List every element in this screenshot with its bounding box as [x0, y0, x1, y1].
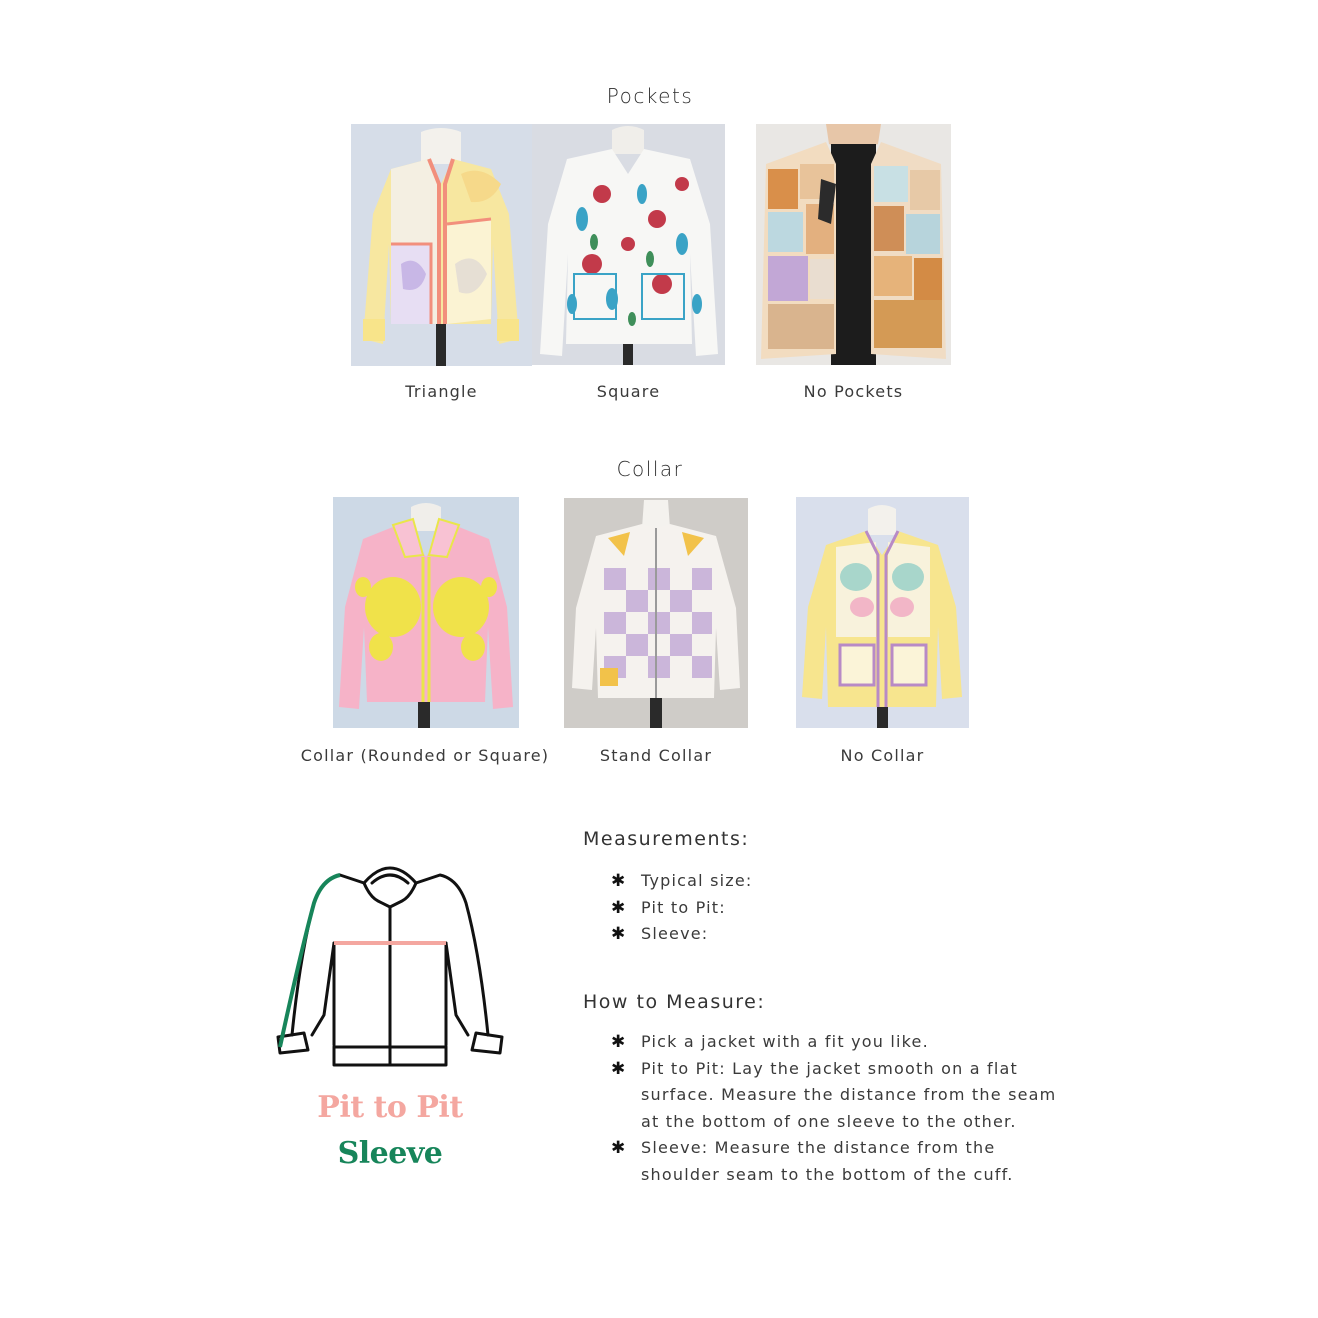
list-item: ✱ Sleeve: Measure the distance from the shoulder seam to the bottom of the cuff.: [611, 1135, 1071, 1188]
sleeve-legend: Sleeve: [337, 1136, 443, 1171]
asterisk-icon: ✱: [611, 871, 627, 891]
caption-no-pockets: No Pockets: [803, 382, 904, 401]
caption-stand-collar: Stand Collar: [599, 746, 713, 765]
list-item: ✱ Typical size:: [611, 868, 911, 895]
jacket-photo-no-pockets: [756, 124, 951, 365]
jacket-photo-stand-collar: [564, 498, 748, 728]
asterisk-icon: ✱: [611, 897, 627, 918]
list-item: ✱ Sleeve:: [611, 921, 911, 948]
pockets-title: Pockets: [606, 84, 694, 108]
list-item: ✱ Pick a jacket with a fit you like.: [611, 1029, 1071, 1056]
caption-square: Square: [596, 382, 661, 401]
asterisk-icon: ✱: [611, 1138, 627, 1158]
jacket-photo-square-pockets: [532, 124, 725, 365]
jacket-photo-collar: [333, 497, 519, 728]
list-item: ✱ Pit to Pit: Lay the jacket smooth on a flat surface. Measure the distance from the seam at the bottom of one sleeve to the other.: [611, 1056, 1071, 1136]
asterisk-icon: ✱: [611, 1058, 627, 1079]
jacket-photo-no-collar: [796, 497, 969, 728]
jacket-photo-triangle-pockets: [351, 124, 532, 366]
jacket-measure-diagram: [270, 855, 510, 1070]
how-to-measure-title: How to Measure:: [583, 991, 766, 1013]
measurements-list: [611, 868, 911, 948]
how-to-list: [611, 1029, 1071, 1188]
asterisk-icon: ✱: [611, 1032, 627, 1052]
asterisk-icon: ✱: [611, 924, 627, 944]
list-item: ✱ Pit to Pit:: [611, 895, 911, 922]
pit-to-pit-legend: Pit to Pit: [317, 1090, 463, 1125]
measurements-title: Measurements:: [583, 828, 750, 850]
caption-no-collar: No Collar: [840, 746, 925, 765]
caption-triangle: Triangle: [405, 382, 478, 401]
collar-title: Collar: [616, 457, 684, 481]
caption-collar-rounded-square: Collar (Rounded or Square): [300, 746, 550, 765]
